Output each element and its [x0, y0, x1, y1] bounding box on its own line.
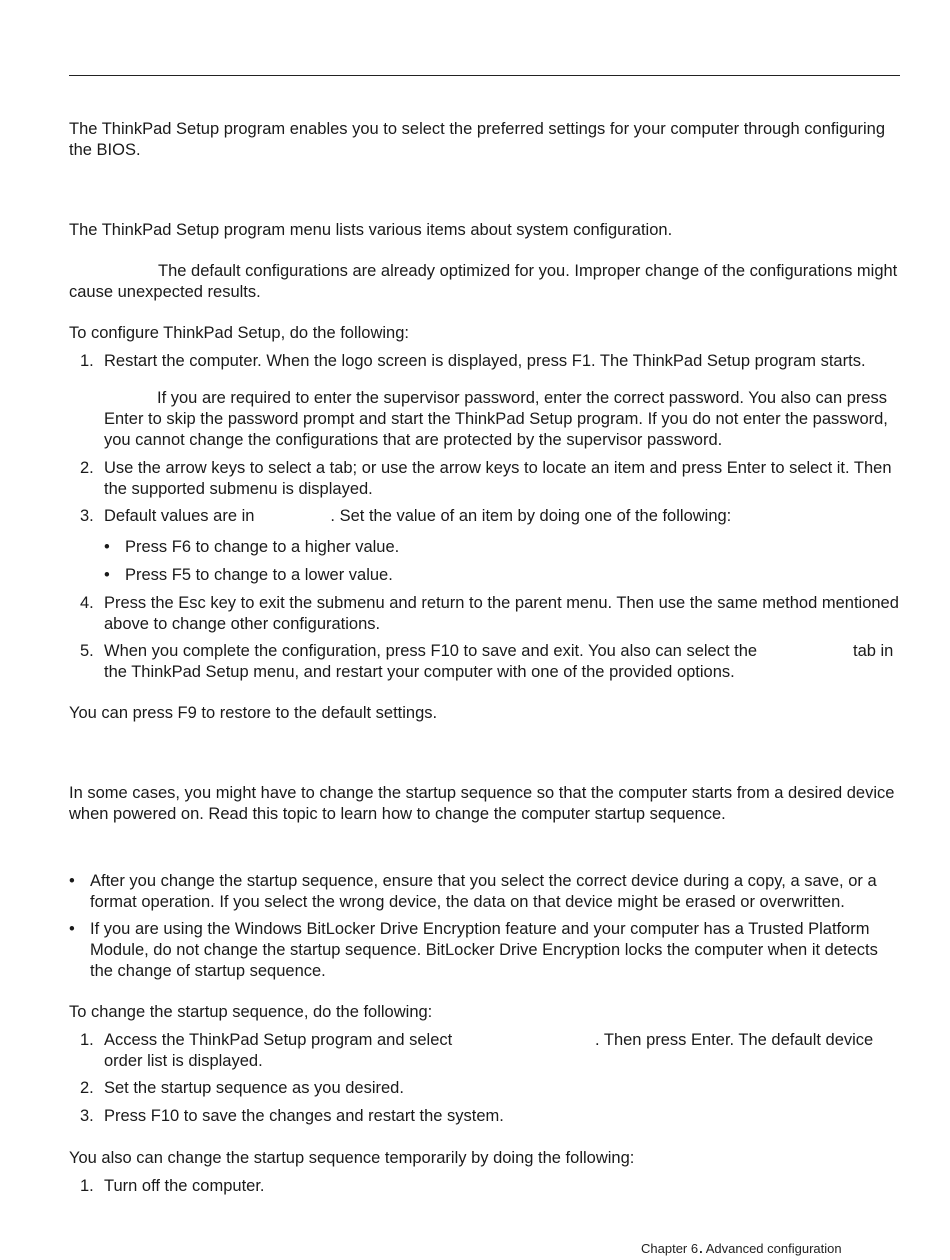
step-text-line2: the ThinkPad Setup menu, and restart your computer with one of the provided options.	[104, 663, 735, 681]
intro-paragraph: The ThinkPad Setup program enables you to select the preferred settings for your computer through configuring the BIOS.	[69, 120, 885, 159]
footer-separator: .	[699, 1241, 703, 1256]
step-text: Turn off the computer.	[104, 1177, 265, 1195]
step-text-part1: Access the ThinkPad Setup program and select	[104, 1031, 453, 1049]
bullet-text: If you are using the Windows BitLocker Drive Encryption feature and your computer has a Trusted Platform Module, do not change the startup sequence. BitLocker Drive Encryption locks the computer when it detects the change of startup sequence.	[90, 920, 878, 980]
bullet-marker: •	[104, 566, 110, 584]
bullet-text: Press F5 to change to a lower value.	[125, 566, 393, 584]
page-footer	[641, 1240, 842, 1258]
step-text-part2: . Then press Enter. The default device	[595, 1031, 874, 1049]
step-text: Press F10 to save the changes and restart the system.	[104, 1107, 504, 1125]
step-text-line2: order list is displayed.	[104, 1052, 263, 1070]
step-text-tab-in: tab in	[853, 642, 894, 660]
bullet-text: Press F6 to change to a higher value.	[125, 538, 400, 556]
step-number: 2.	[80, 459, 94, 477]
header-rule	[69, 75, 900, 76]
startup-lead: To change the startup sequence, do the following:	[69, 1003, 433, 1021]
bullet-marker: •	[104, 538, 110, 556]
attention-note: The default configurations are already optimized for you. Improper change of the configurations might cause unexpected results.	[69, 262, 898, 301]
temp-change-lead: You also can change the startup sequence temporarily by doing the following:	[69, 1149, 635, 1167]
restore-defaults-text: You can press F9 to restore to the default settings.	[69, 704, 438, 722]
step-number: 3.	[80, 1107, 94, 1125]
step-text: Press the Esc key to exit the submenu and return to the parent menu. Then use the same method mentioned above to change other configurations.	[104, 594, 899, 633]
startup-intro: In some cases, you might have to change the startup sequence so that the computer starts from a desired device when powered on. Read this topic to learn how to change the computer startup sequence.	[69, 784, 895, 823]
step-text-line1: When you complete the configuration, press F10 to save and exit. You also can select the	[104, 642, 758, 660]
step-text: Default values are in . Set the value of an item by doing one of the following:	[104, 507, 732, 525]
bullet-marker: •	[69, 920, 75, 938]
step-number: 1.	[80, 1031, 94, 1049]
step-text: Restart the computer. When the logo screen is displayed, press F1. The ThinkPad Setup program starts.	[104, 352, 866, 370]
step-number: 3.	[80, 507, 94, 525]
footer-title: Advanced configuration	[705, 1241, 842, 1256]
step-number: 2.	[80, 1079, 94, 1097]
step-number: 1.	[80, 1177, 94, 1195]
configure-lead: To configure ThinkPad Setup, do the following:	[69, 324, 409, 342]
step-text: Set the startup sequence as you desired.	[104, 1079, 404, 1097]
menu-description: The ThinkPad Setup program menu lists various items about system configuration.	[69, 221, 673, 239]
step-text: Use the arrow keys to select a tab; or use the arrow keys to locate an item and press Enter to select it. Then the supported submenu is displayed.	[104, 459, 892, 498]
bullet-marker: •	[69, 872, 75, 890]
footer-chapter: Chapter 6	[641, 1241, 699, 1256]
step-number: 4.	[80, 594, 94, 612]
step-number: 1.	[80, 352, 94, 370]
step-note: If you are required to enter the supervisor password, enter the correct password. You also can press Enter to skip the password prompt and start the ThinkPad Setup program. If you do not enter the password, you cannot change the configurations that are protected by the supervisor password.	[104, 389, 888, 449]
step-number: 5.	[80, 642, 94, 660]
bullet-text: After you change the startup sequence, ensure that you select the correct device during a copy, a save, or a format operation. If you select the wrong device, the data on that device might be erased or overwritten.	[90, 872, 877, 911]
